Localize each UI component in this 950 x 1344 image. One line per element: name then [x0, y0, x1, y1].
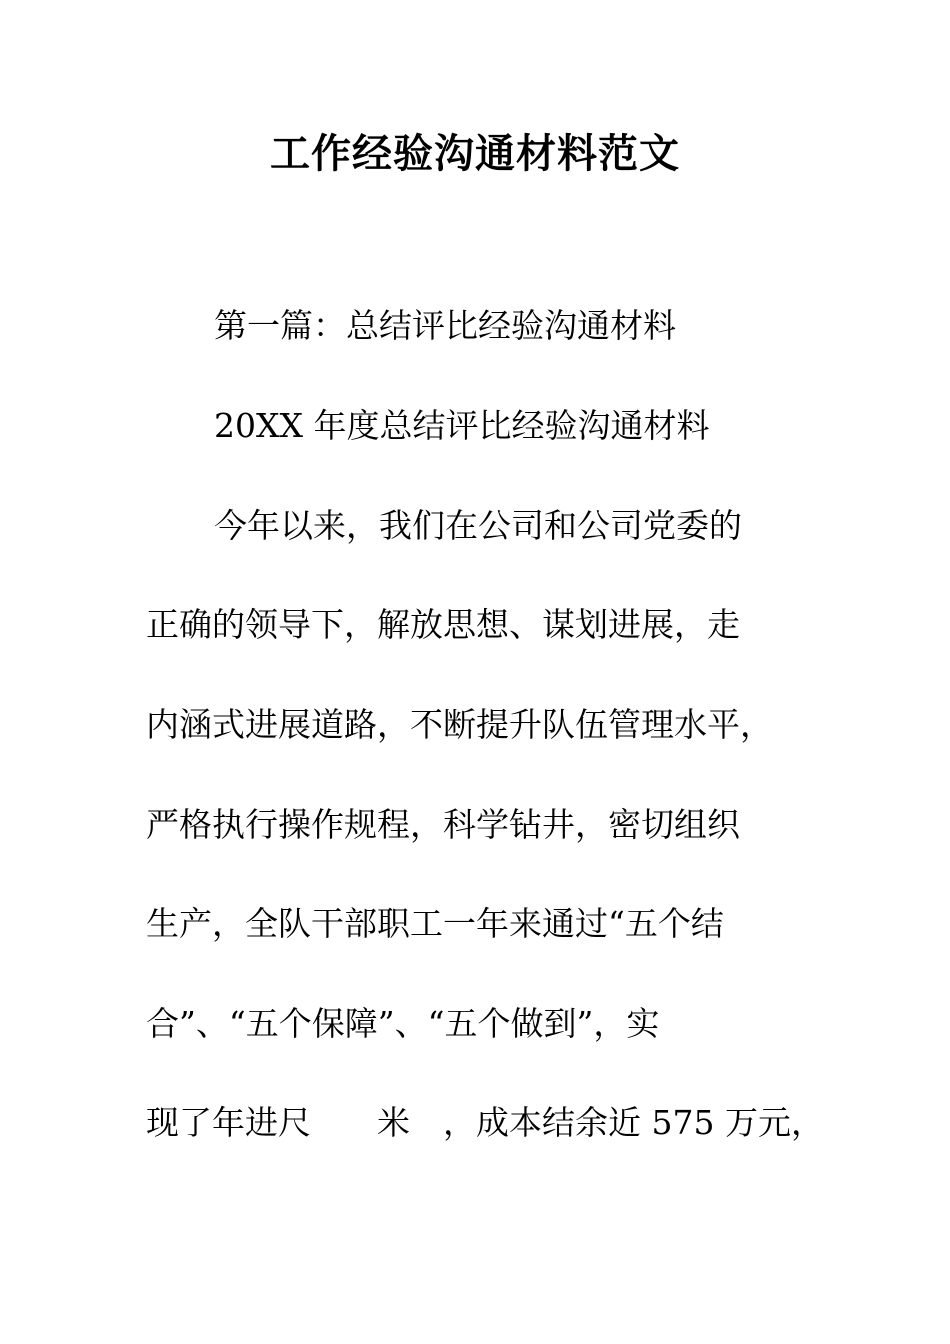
paragraph-line: 现了年进尺 米 ，成本结余近 575 万元， [146, 1103, 824, 1142]
subheading: 20XX 年度总结评比经验沟通材料 [214, 406, 710, 445]
paragraph-line: 严格执行操作规程，科学钻井，密切组织 [146, 805, 740, 844]
paragraph-line: 生产，全队干部职工一年来通过“五个结 [146, 904, 724, 943]
paragraph-line: 正确的领导下，解放思想、谋划进展，走 [146, 605, 740, 644]
paragraph-line: 合”、“五个保障”、“五个做到”，实 [146, 1004, 660, 1043]
paragraph-line: 内涵式进展道路，不断提升队伍管理水平， [146, 705, 773, 744]
document-title: 工作经验沟通材料范文 [270, 130, 680, 177]
section-heading: 第一篇：总结评比经验沟通材料 [214, 306, 676, 345]
paragraph-line: 今年以来，我们在公司和公司党委的 [214, 506, 742, 545]
